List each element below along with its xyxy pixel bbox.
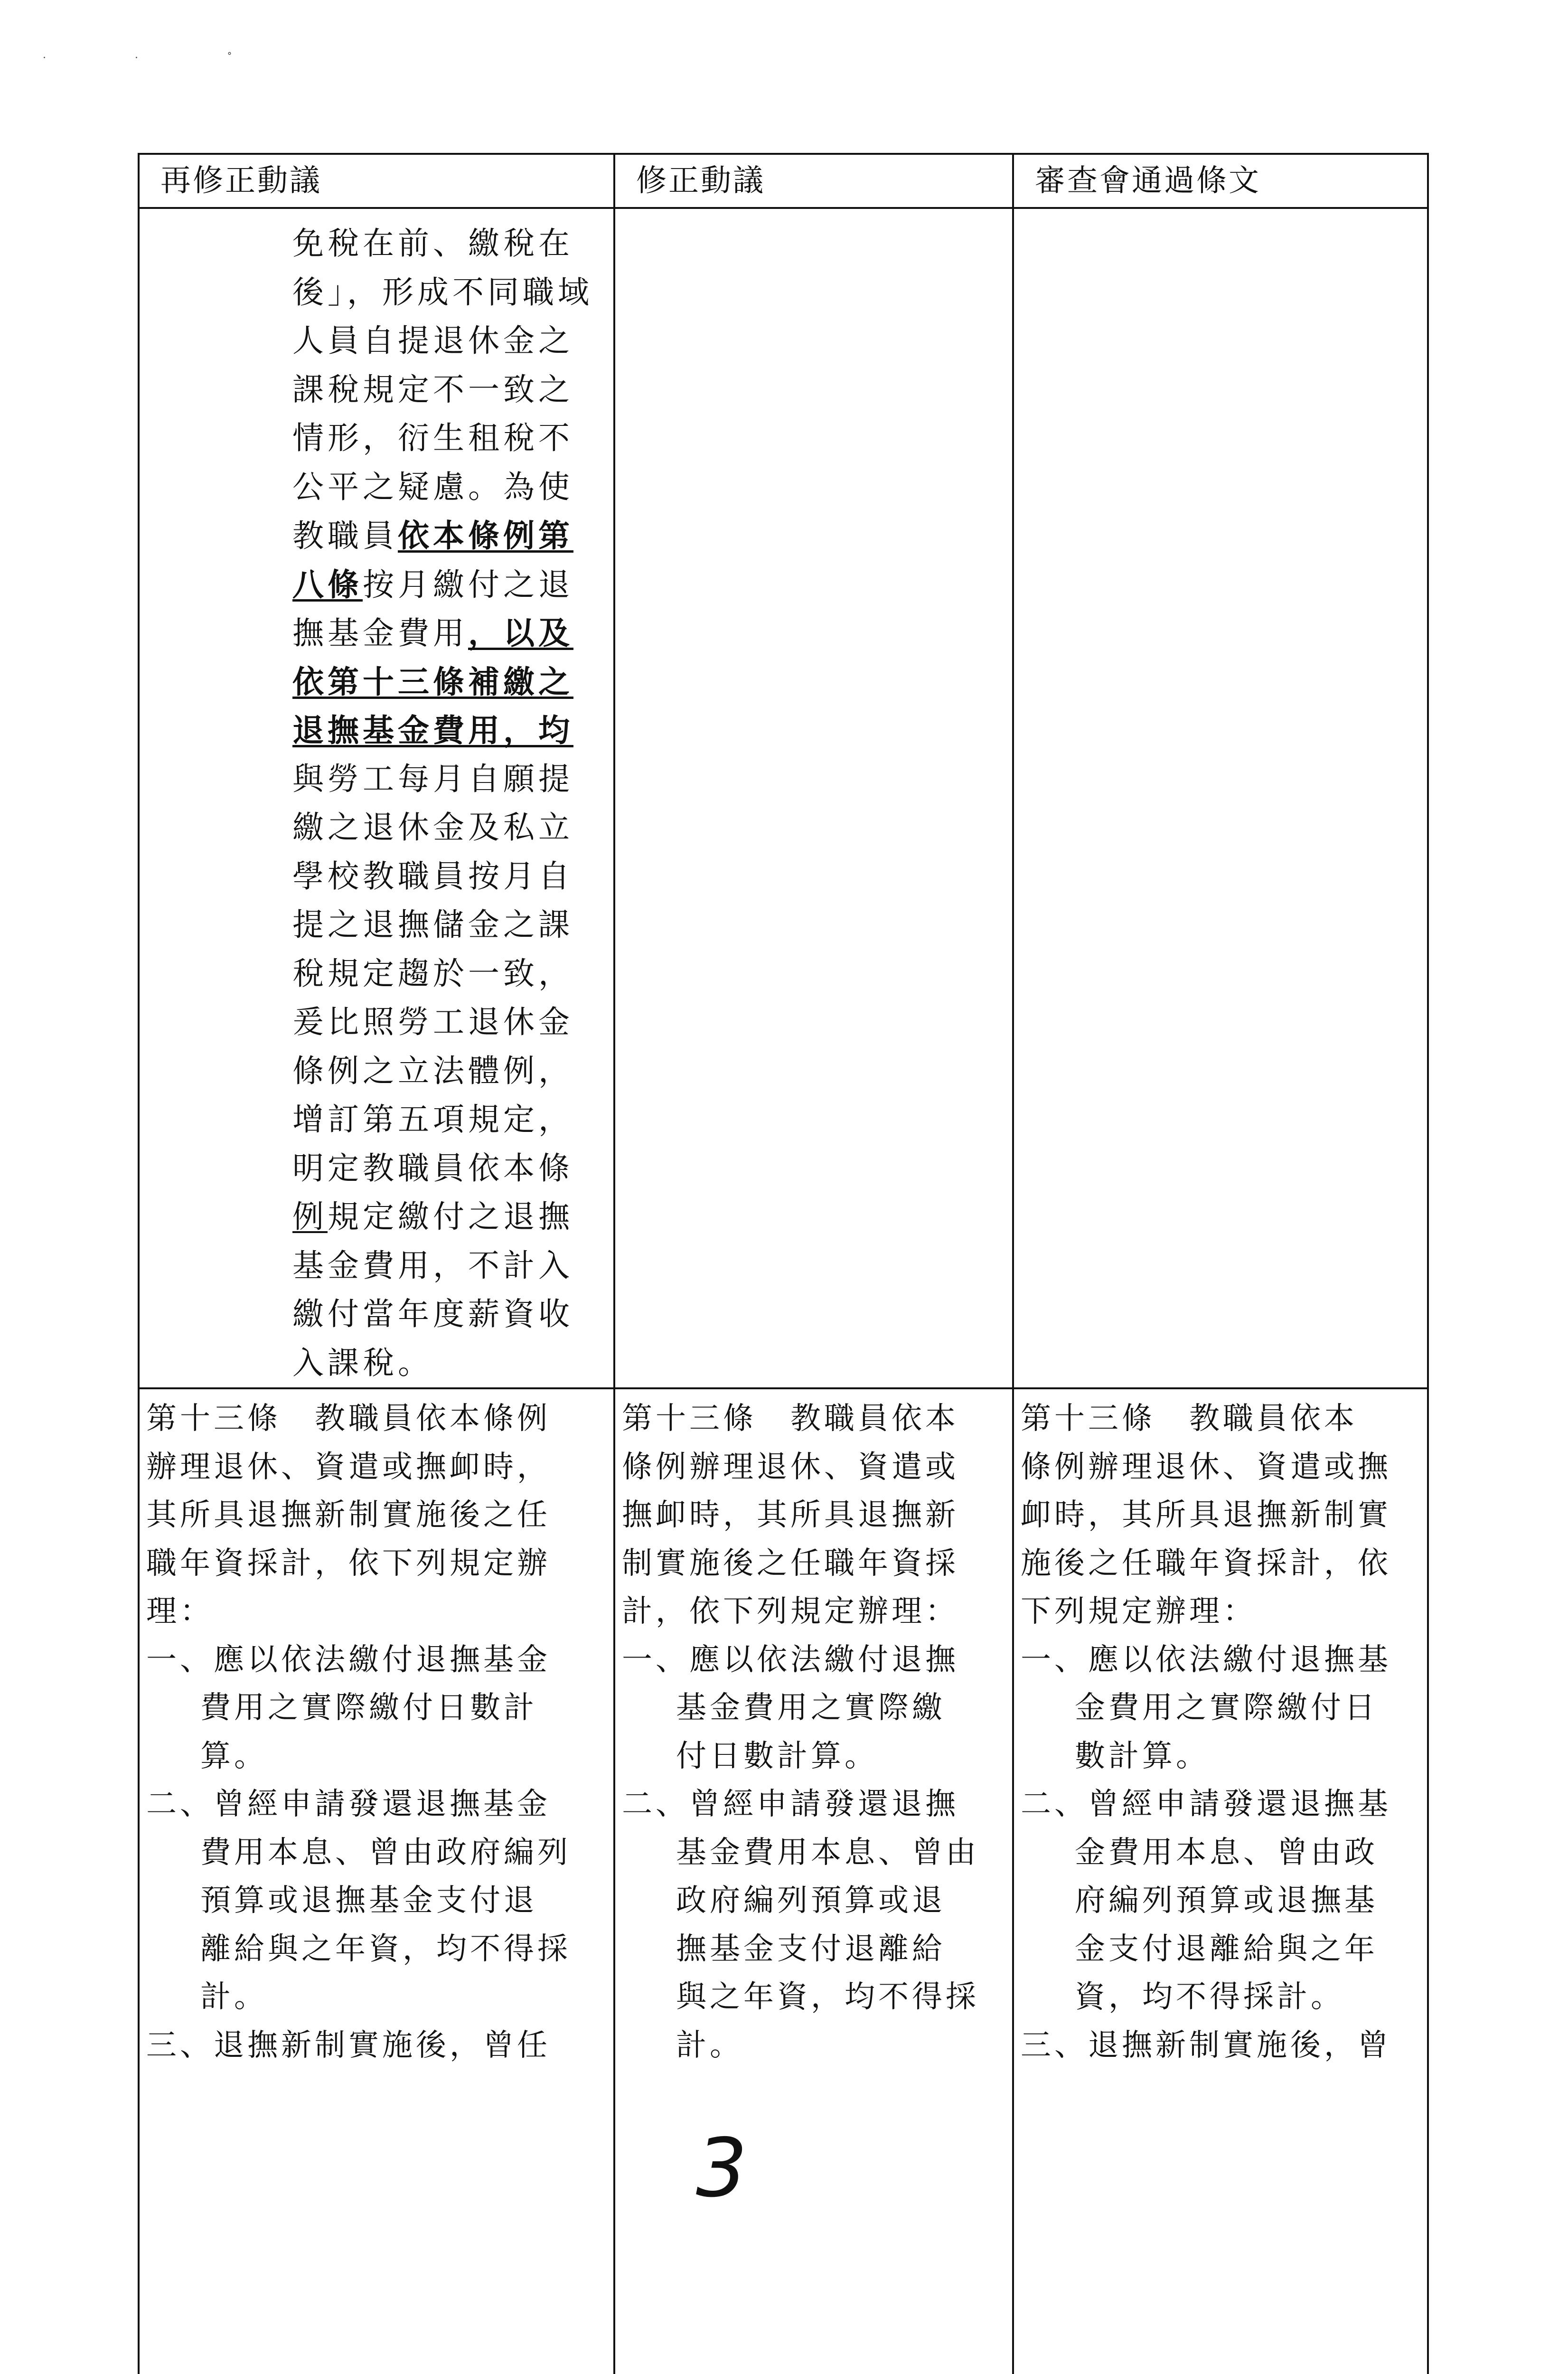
article-line: 其所具退撫新制實施後之任: [146, 1498, 551, 1533]
article-line: 撫卹時，其所具退撫新: [622, 1498, 959, 1533]
explanation-segment: 學校教職員按月自: [292, 857, 573, 895]
explanation-row: [139, 208, 1428, 1388]
empty-cell: [1013, 208, 1428, 1388]
article-line: 辦理退休、資遣或撫卹時，: [146, 1449, 551, 1485]
article-text: [1014, 1389, 1427, 2070]
explanation-line: [292, 414, 613, 463]
article-line: 基金費用之實際繳: [676, 1690, 946, 1725]
article-cell-committee-text: [1013, 1388, 1428, 2374]
explanation-text: [140, 209, 613, 1387]
explanation-segment: 課稅規定不一致之: [292, 371, 573, 408]
article-line: 制實施後之任職年資採: [622, 1545, 959, 1581]
explanation-line: [292, 755, 613, 804]
explanation-segment: 公平之疑慮。為使: [292, 468, 573, 505]
explanation-line: [292, 1290, 613, 1339]
article-line: 資，均不得採計。: [1075, 1979, 1344, 2015]
article-line: 二、曾經申請發還退撫基: [1021, 1787, 1391, 1822]
explanation-segment: 八條: [292, 565, 363, 603]
article-cell-motion-revised-again: [139, 1388, 614, 2374]
article-line: 二、曾經申請發還退撫: [622, 1787, 959, 1822]
article-line: 算。: [200, 1738, 268, 1774]
article-line: 條例辦理退休、資遣或撫: [1021, 1449, 1391, 1485]
header-motion-revised: 修正動議: [614, 154, 1013, 208]
article-line: 條例辦理退休、資遣或: [622, 1449, 959, 1485]
article-line: 付日數計算。: [676, 1738, 878, 1774]
explanation-segment: 例: [292, 1198, 328, 1235]
article-line: 府編列預算或退撫基: [1075, 1883, 1378, 1918]
explanation-segment: 增訂第五項規定，: [292, 1101, 573, 1138]
explanation-segment: 繳之退休金及私立: [292, 809, 573, 846]
article-line: 二、曾經申請發還退撫基金: [146, 1787, 551, 1822]
explanation-segment: 免稅在前、繳稅在: [292, 225, 573, 262]
article-line: 一、應以依法繳付退撫基: [1021, 1642, 1391, 1677]
explanation-line: [292, 803, 613, 852]
explanation-line: [292, 366, 613, 415]
explanation-line: [292, 1095, 613, 1144]
explanation-line: [292, 998, 613, 1047]
article-line: 離給與之年資，均不得採: [200, 1931, 571, 1967]
explanation-cell: [139, 208, 614, 1388]
explanation-line: [292, 1144, 613, 1193]
explanation-segment: 後」，形成不同職域: [292, 273, 593, 311]
explanation-segment: 依本條例第: [398, 517, 573, 554]
explanation-segment: 基金費用，不計入: [292, 1247, 573, 1284]
explanation-line: [292, 658, 613, 707]
explanation-line: [292, 1193, 613, 1242]
empty-cell: [614, 208, 1013, 1388]
explanation-segment: 與勞工每月自願提: [292, 760, 573, 797]
explanation-line: [292, 1339, 613, 1388]
explanation-line: [292, 950, 613, 999]
header-motion-revised-again: 再修正動議: [139, 154, 614, 208]
article-line: 基金費用本息、曾由: [676, 1835, 979, 1870]
explanation-line: [292, 901, 613, 950]
article-line: 撫基金支付退離給: [676, 1931, 946, 1967]
article-line: 第十三條 教職員依本: [622, 1401, 959, 1436]
article-line: 金支付退離給與之年: [1075, 1931, 1378, 1967]
explanation-segment: 退撫基金費用，均: [292, 712, 573, 749]
explanation-segment: 規定繳付之退撫: [328, 1198, 573, 1235]
explanation-line: [292, 1047, 613, 1096]
header-row: [139, 154, 1428, 208]
article-line: 金費用之實際繳付日: [1075, 1690, 1378, 1725]
explanation-line: [292, 852, 613, 901]
article-line: 費用之實際繳付日數計: [200, 1690, 537, 1725]
explanation-line: [292, 463, 613, 512]
article-text: [140, 1389, 613, 2070]
article-line: 計，依下列規定辦理：: [622, 1594, 959, 1629]
article-line: 計。: [676, 2027, 743, 2063]
article-line: 政府編列預算或退: [676, 1883, 946, 1918]
explanation-line: [292, 560, 613, 609]
article-line: 數計算。: [1075, 1738, 1210, 1774]
explanation-line: [292, 219, 613, 268]
explanation-segment: 入課稅。: [292, 1344, 433, 1381]
article-line: 三、退撫新制實施後，曾任: [146, 2027, 551, 2063]
article-line: 一、應以依法繳付退撫基金: [146, 1642, 551, 1677]
article-line: 第十三條 教職員依本條例: [146, 1401, 551, 1436]
explanation-line: [292, 268, 613, 317]
article-line: 理：: [146, 1594, 214, 1629]
explanation-segment: 撫基金費用: [292, 615, 468, 651]
explanation-segment: 提之退撫儲金之課: [292, 906, 573, 943]
article-line: 金費用本息、曾由政: [1075, 1835, 1378, 1870]
article-line: 預算或退撫基金支付退: [200, 1883, 537, 1918]
explanation-segment: 條例之立法體例，: [292, 1052, 573, 1089]
comparison-table: [138, 153, 1429, 2374]
article-line: 一、應以依法繳付退撫: [622, 1642, 959, 1677]
article-line: 卹時，其所具退撫新制實: [1021, 1498, 1391, 1533]
explanation-segment: 明定教職員依本條: [292, 1149, 573, 1187]
explanation-line: [292, 317, 613, 366]
article-line: 計。: [200, 1979, 268, 2015]
article-text: [615, 1389, 1012, 2070]
scan-specks: · · ˚: [43, 52, 275, 64]
article-line: 三、退撫新制實施後，曾: [1021, 2027, 1391, 2063]
explanation-segment: 教職員: [292, 518, 398, 554]
explanation-line: [292, 706, 613, 755]
article-line: 施後之任職年資採計，依: [1021, 1545, 1391, 1581]
explanation-line: [292, 1242, 613, 1291]
explanation-segment: 繳付當年度薪資收: [292, 1296, 573, 1332]
explanation-segment: 人員自提退休金之: [292, 322, 573, 359]
article-line: 下列規定辦理：: [1021, 1594, 1257, 1629]
page-number: 3: [695, 2121, 748, 2215]
explanation-segment: 按月繳付之退: [363, 566, 573, 603]
header-committee-text: 審查會通過條文: [1013, 154, 1428, 208]
article-row: [139, 1388, 1428, 2374]
explanation-segment: 爰比照勞工退休金: [292, 1004, 573, 1040]
explanation-segment: 依第十三條補繳之: [292, 663, 573, 700]
article-line: 費用本息、曾由政府編列: [200, 1835, 571, 1870]
article-line: 與之年資，均不得採: [676, 1979, 979, 2015]
article-cell-motion-revised: [614, 1388, 1013, 2374]
article-line: 職年資採計，依下列規定辦: [146, 1545, 551, 1581]
article-line: 第十三條 教職員依本: [1021, 1401, 1358, 1436]
explanation-segment: 情形，衍生租稅不: [292, 420, 573, 456]
explanation-segment: 稅規定趨於一致，: [292, 955, 573, 992]
explanation-line: [292, 511, 613, 560]
explanation-line: [292, 609, 613, 658]
explanation-segment: ，以及: [468, 614, 573, 651]
